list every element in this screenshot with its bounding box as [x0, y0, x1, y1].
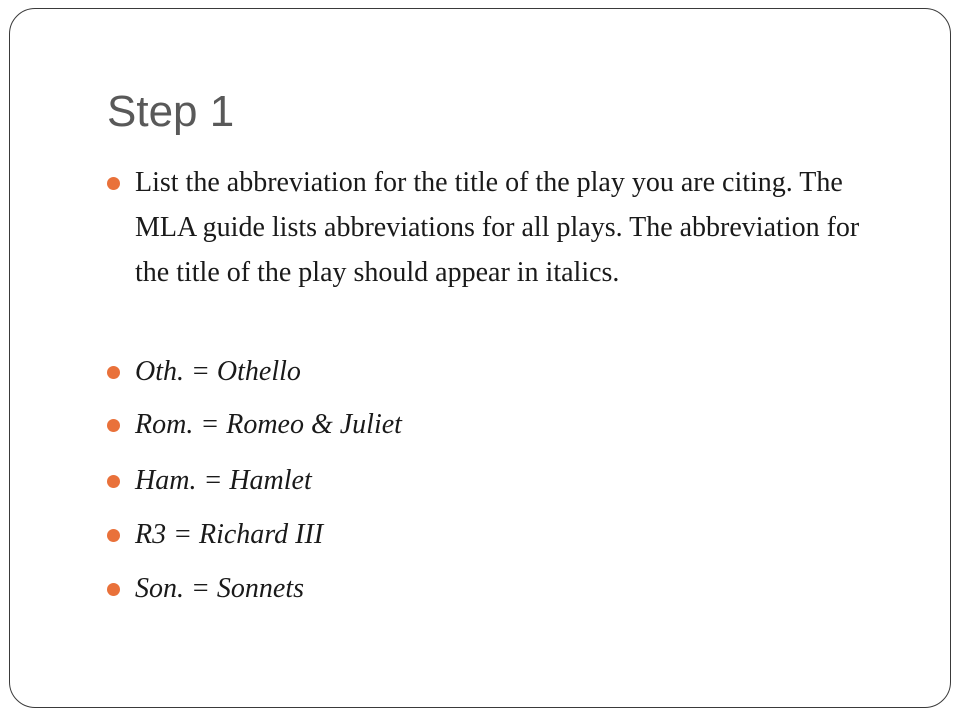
bullet-item [107, 160, 897, 295]
bullet-text: Oth. = Othello [135, 356, 301, 387]
slide-title: Step 1 [107, 87, 235, 136]
bullet-dot-icon [107, 177, 120, 190]
bullet-text: Rom. = Romeo & Juliet [135, 409, 402, 440]
bullet-item [107, 458, 897, 503]
bullet-text: List the abbreviation for the title of the play you are citing. The MLA guide lists abbreviations for all plays. The abbreviation for the title of the play should appear in italics. [135, 167, 860, 288]
bullet-item [107, 402, 897, 447]
bullet-text: Ham. = Hamlet [135, 465, 312, 496]
bullet-item [107, 566, 897, 611]
bullet-dot-icon [107, 529, 120, 542]
bullet-text: Son. = Sonnets [135, 573, 304, 604]
bullet-dot-icon [107, 475, 120, 488]
bullet-dot-icon [107, 419, 120, 432]
bullet-item [107, 349, 897, 394]
bullet-dot-icon [107, 366, 120, 379]
bullet-item [107, 512, 897, 557]
bullet-text: R3 = Richard III [135, 519, 324, 550]
bullet-dot-icon [107, 583, 120, 596]
